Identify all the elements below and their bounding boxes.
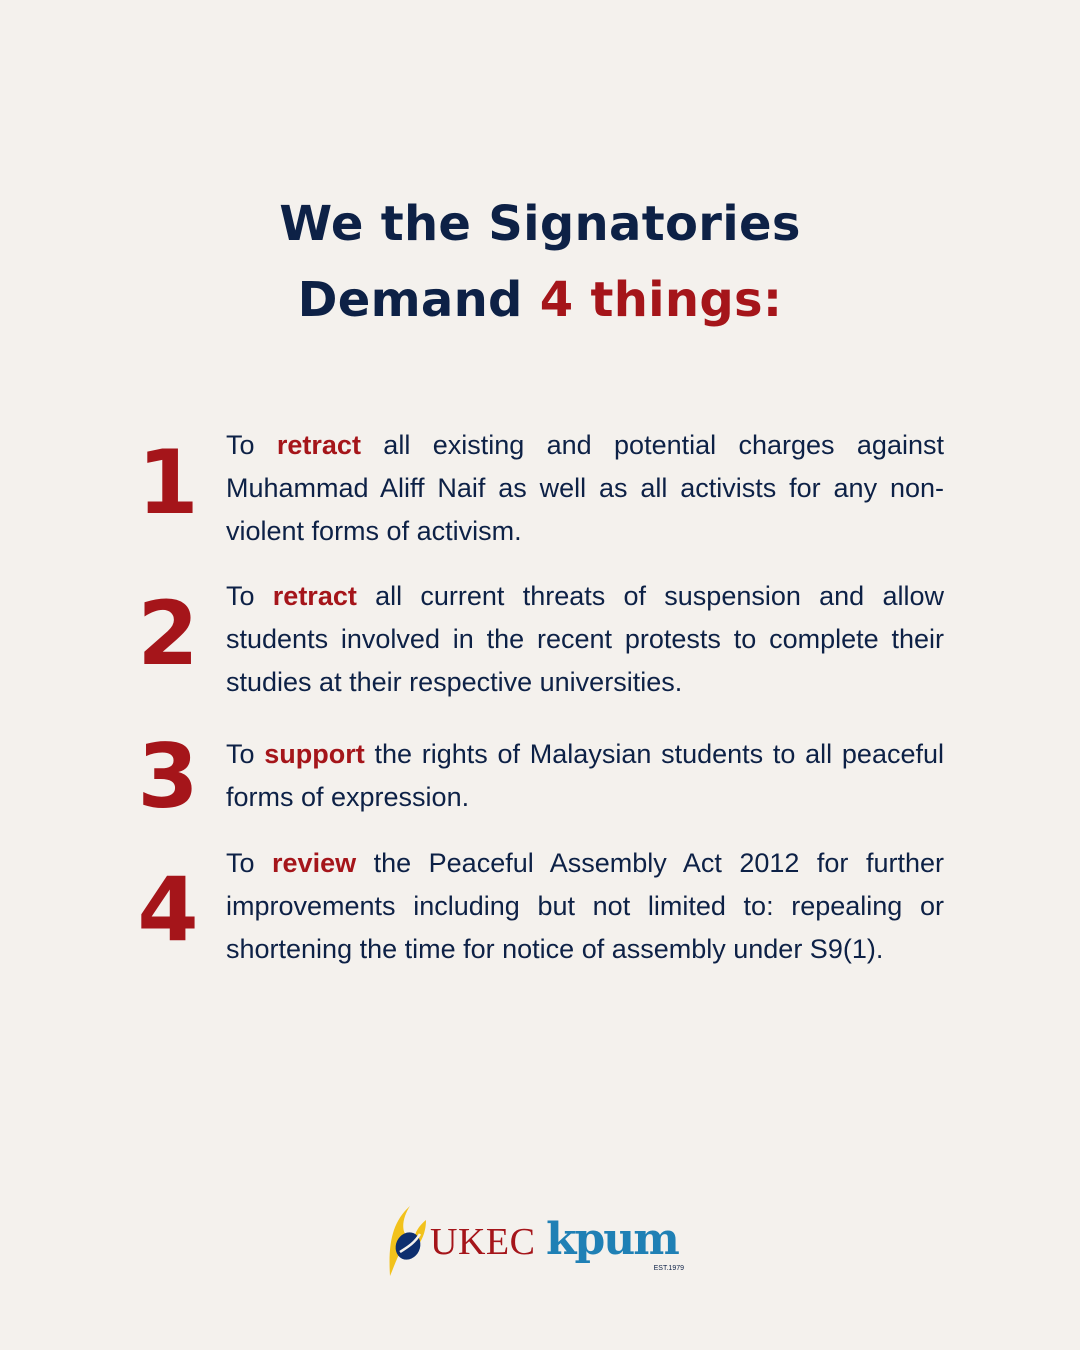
- demand-text: [226, 842, 944, 971]
- demand-text: [226, 424, 944, 553]
- ukec-logo-text: UKEC: [430, 1221, 536, 1263]
- demand-text: [226, 733, 944, 819]
- demand-prefix: To: [226, 739, 265, 769]
- title-line-2: [0, 262, 1080, 338]
- demand-rest: the rights of Malaysian students to all peaceful forms of expression.: [226, 739, 944, 812]
- demand-number: 3: [137, 725, 199, 828]
- demand-prefix: To: [226, 430, 277, 460]
- title-line-2-prefix: Demand: [297, 272, 540, 328]
- kpum-logo-text: kpum: [546, 1214, 678, 1265]
- demand-rest: all existing and potential charges against Muhammad Aliff Naif as well as all activists for any non-violent forms of activism.: [226, 430, 944, 546]
- demand-keyword: retract: [276, 430, 361, 460]
- demand-rest: all current threats of suspension and allow students involved in the recent protests to complete their studies at their respective universities.: [226, 581, 944, 697]
- demand-text: [226, 575, 944, 704]
- title-line-2-accent: 4 things:: [539, 272, 783, 328]
- kpum-est-text: EST.1979: [653, 1265, 684, 1272]
- partner-logos: [386, 1204, 706, 1284]
- demand-number: 1: [137, 431, 199, 534]
- demand-number: 4: [137, 858, 199, 961]
- kpum-logo: [546, 1214, 686, 1276]
- demand-prefix: To: [226, 581, 273, 611]
- demand-keyword: review: [272, 848, 357, 878]
- title-line-1: We the Signatories: [279, 196, 801, 252]
- demand-keyword: support: [264, 739, 365, 769]
- page-title: [0, 186, 1080, 338]
- demand-prefix: To: [226, 848, 273, 878]
- ukec-flame-icon: [386, 1204, 430, 1278]
- demand-number: 2: [137, 582, 199, 685]
- demand-rest: the Peaceful Assembly Act 2012 for further improvements including but not limited to: repealing or shortening the time for notice of assembly under S9(1).: [226, 848, 944, 964]
- demand-keyword: retract: [272, 581, 357, 611]
